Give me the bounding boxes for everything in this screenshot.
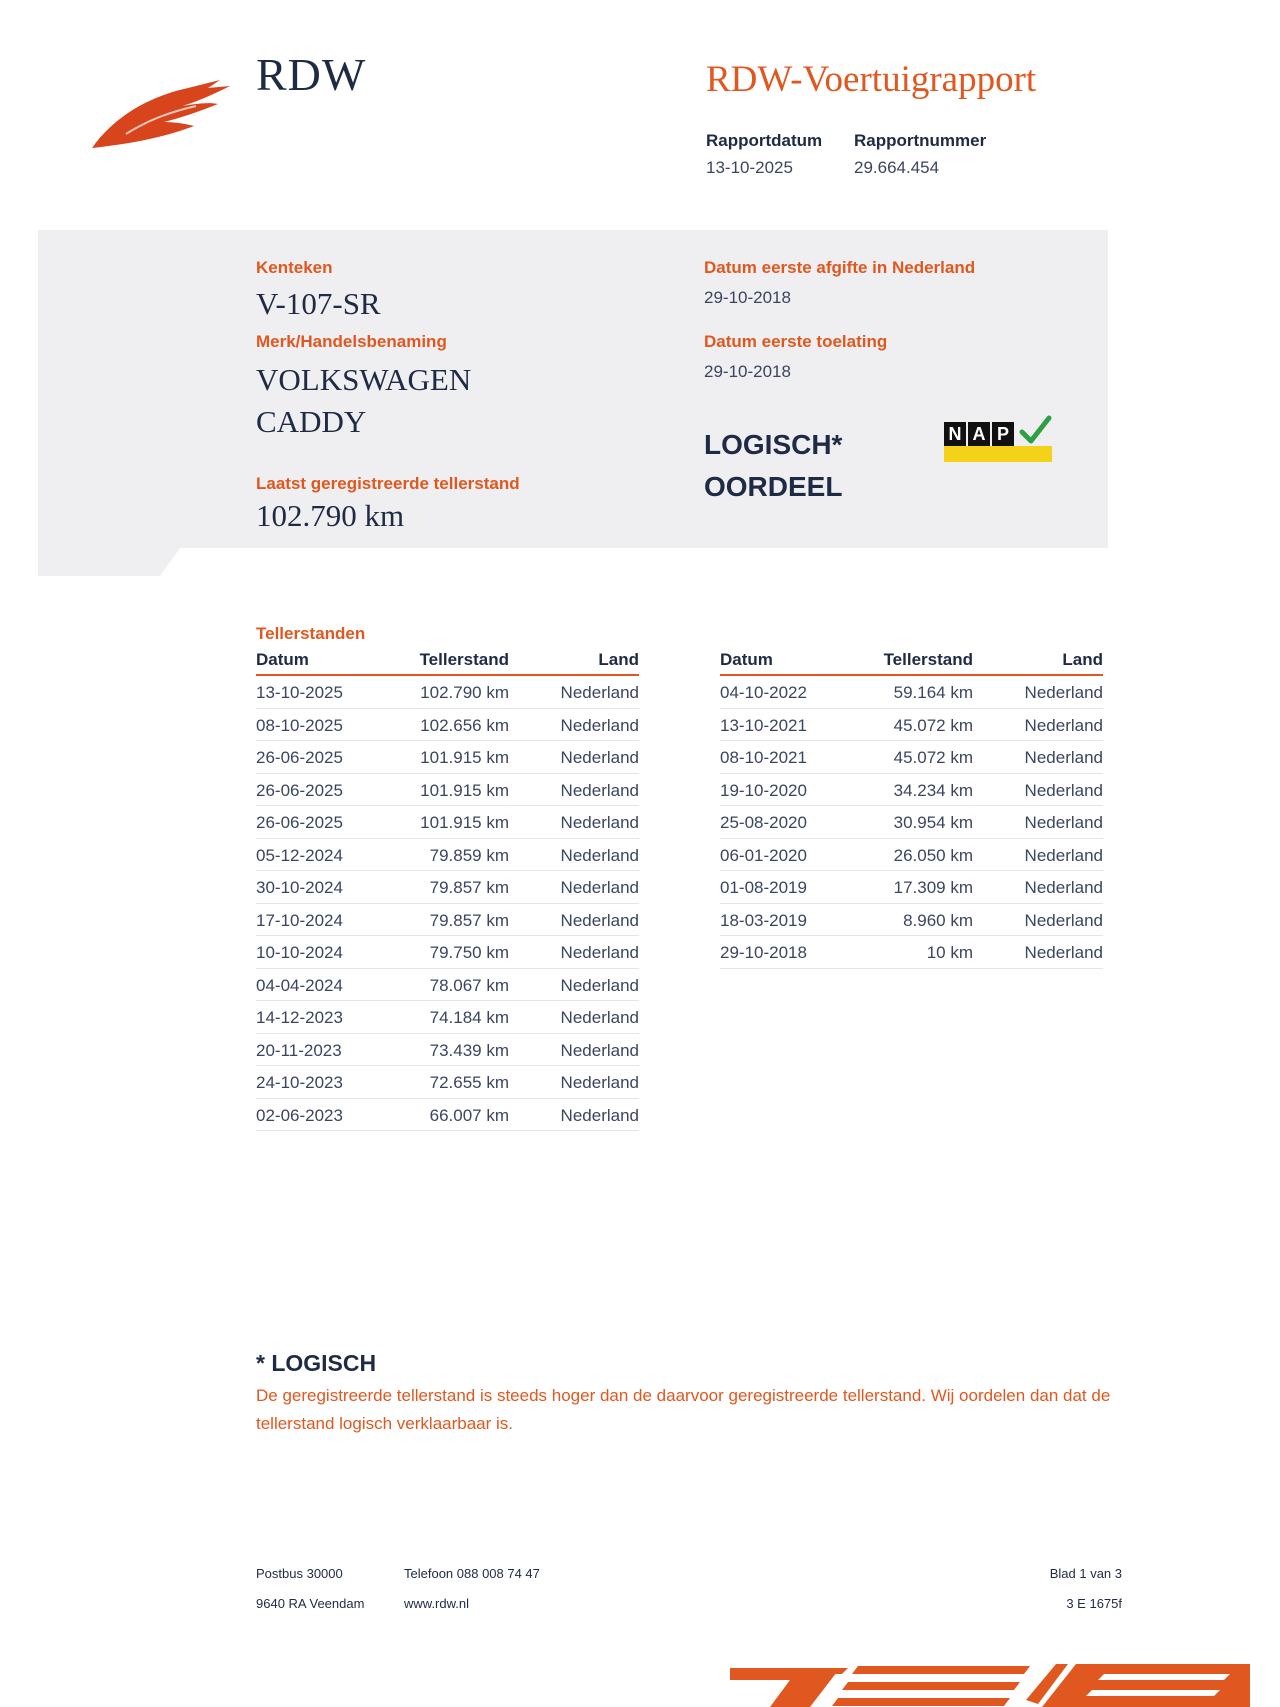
row-country: Nederland (560, 1040, 639, 1060)
row-reading: 78.067 km (429, 975, 509, 995)
row-reading: 26.050 km (893, 845, 973, 865)
nap-letter-p: P (992, 422, 1014, 446)
header-date: Datum (256, 650, 309, 669)
make-value-line2: CADDY (256, 404, 367, 439)
row-country: Nederland (560, 748, 639, 767)
row-date: 13-10-2025 (256, 683, 343, 702)
row-date: 08-10-2021 (720, 748, 807, 767)
row-reading: 102.790 km (420, 683, 509, 702)
row-reading: 17.309 km (893, 878, 973, 897)
odometer-table-left (256, 644, 639, 1131)
table-row (720, 871, 1103, 904)
row-country: Nederland (560, 1008, 639, 1027)
table-row (256, 1034, 639, 1067)
verdict-line2: OORDEEL (704, 471, 843, 502)
row-country: Nederland (1024, 910, 1103, 930)
header-date: Datum (720, 650, 773, 669)
report-date-value: 13-10-2025 (706, 158, 793, 177)
row-reading: 102.656 km (420, 715, 509, 735)
row-date: 30-10-2024 (256, 878, 343, 897)
license-label: Kenteken (256, 258, 333, 277)
row-country: Nederland (560, 813, 639, 832)
table-body (720, 676, 1103, 969)
row-reading: 34.234 km (893, 780, 973, 800)
row-date: 14-12-2023 (256, 1008, 343, 1027)
row-date: 17-10-2024 (256, 910, 343, 930)
nap-letter-n: N (944, 422, 966, 446)
row-country: Nederland (1024, 683, 1103, 702)
row-reading: 10 km (926, 943, 973, 962)
row-country: Nederland (560, 975, 639, 995)
row-reading: 101.915 km (420, 813, 509, 832)
first-nl-label: Datum eerste afgifte in Nederland (704, 258, 976, 277)
row-country: Nederland (560, 715, 639, 735)
row-date: 04-04-2024 (256, 975, 343, 995)
row-reading: 79.750 km (429, 943, 509, 962)
table-row (720, 936, 1103, 969)
row-date: 26-06-2025 (256, 813, 343, 832)
verdict (704, 424, 842, 508)
make-label: Merk/Handelsbenaming (256, 332, 447, 351)
decorative-stripes-icon (730, 1660, 1250, 1707)
footer-web: www.rdw.nl (404, 1596, 470, 1611)
row-date: 26-06-2025 (256, 748, 343, 767)
footnote-text: De geregistreerde tellerstand is steeds hoger dan de daarvoor geregistreerde tellerstand. Wij oordelen dan dat de tellerstand logisch verklaarbaar is. (256, 1386, 1111, 1433)
checkmark-icon (1018, 414, 1052, 446)
nap-badge (944, 422, 1052, 464)
table-row (256, 871, 639, 904)
row-country: Nederland (1024, 813, 1103, 832)
row-reading: 79.859 km (429, 845, 509, 865)
table-row (720, 839, 1103, 872)
report-title: RDW-Voertuigrapport (706, 59, 1037, 100)
row-date: 02-06-2023 (256, 1105, 343, 1125)
row-date: 20-11-2023 (256, 1040, 342, 1060)
table-row (256, 741, 639, 774)
table-row (720, 774, 1103, 807)
summary-panel (38, 230, 1108, 576)
row-country: Nederland (560, 845, 639, 865)
row-reading: 8.960 km (903, 910, 973, 930)
rdw-logo-icon (92, 76, 240, 156)
nap-yellow-bar (944, 446, 1052, 462)
row-country: Nederland (560, 910, 639, 930)
report-date-label: Rapportdatum (706, 131, 823, 150)
first-admission-label: Datum eerste toelating (704, 332, 888, 351)
row-reading: 79.857 km (429, 878, 509, 897)
license-value: V-107-SR (256, 286, 381, 321)
footer-page: Blad 1 van 3 (1049, 1566, 1122, 1581)
row-reading: 79.857 km (429, 910, 509, 930)
table-row (256, 1066, 639, 1099)
odometer-section-title: Tellerstanden (256, 624, 366, 643)
table-row (720, 676, 1103, 709)
row-reading: 66.007 km (429, 1105, 509, 1125)
table-row (720, 904, 1103, 937)
odometer-last-value: 102.790 km (256, 498, 405, 533)
row-date: 05-12-2024 (256, 845, 343, 865)
row-country: Nederland (560, 1105, 639, 1125)
footer-code: 3 E 1675f (1066, 1596, 1122, 1611)
first-admission-value: 29-10-2018 (704, 362, 791, 381)
row-country: Nederland (1024, 780, 1103, 800)
header-reading: Tellerstand (883, 650, 973, 669)
brand-name: RDW (256, 49, 367, 100)
row-reading: 45.072 km (893, 715, 973, 735)
row-reading: 73.439 km (429, 1040, 509, 1060)
row-country: Nederland (1024, 748, 1103, 767)
row-country: Nederland (1024, 715, 1103, 735)
row-country: Nederland (560, 943, 639, 962)
row-date: 10-10-2024 (256, 943, 343, 962)
row-reading: 59.164 km (893, 683, 973, 702)
table-row (256, 839, 639, 872)
row-reading: 74.184 km (429, 1008, 509, 1027)
row-date: 08-10-2025 (256, 715, 343, 735)
first-nl-value: 29-10-2018 (704, 288, 791, 307)
row-reading: 72.655 km (429, 1073, 509, 1092)
row-country: Nederland (1024, 943, 1103, 962)
row-country: Nederland (1024, 878, 1103, 897)
footer-address: 9640 RA Veendam (256, 1596, 365, 1611)
table-row (256, 969, 639, 1002)
row-country: Nederland (560, 1073, 639, 1092)
table-row (256, 806, 639, 839)
row-reading: 101.915 km (420, 748, 509, 767)
table-row (720, 806, 1103, 839)
row-date: 26-06-2025 (256, 780, 343, 800)
report-number-value: 29.664.454 (854, 158, 940, 177)
odometer-last-label: Laatst geregistreerde tellerstand (256, 474, 520, 493)
row-country: Nederland (1024, 845, 1103, 865)
table-row (256, 709, 639, 742)
odometer-table-right (720, 644, 1103, 969)
row-date: 29-10-2018 (720, 943, 807, 962)
verdict-line1: LOGISCH* (704, 429, 843, 460)
footer-postbus: Postbus 30000 (256, 1566, 343, 1581)
make-value-line1: VOLKSWAGEN (256, 362, 472, 397)
row-country: Nederland (560, 780, 639, 800)
header-country: Land (1062, 650, 1103, 669)
row-country: Nederland (560, 683, 639, 702)
row-reading: 101.915 km (420, 780, 509, 800)
header-reading: Tellerstand (419, 650, 509, 669)
table-row (720, 709, 1103, 742)
row-date: 13-10-2021 (720, 715, 807, 735)
row-date: 06-01-2020 (720, 845, 807, 865)
table-row (720, 741, 1103, 774)
row-reading: 30.954 km (893, 813, 973, 832)
table-header (256, 644, 639, 676)
row-date: 01-08-2019 (720, 878, 807, 897)
report-number-label: Rapportnummer (854, 131, 987, 150)
table-header (720, 644, 1103, 676)
table-row (256, 1099, 639, 1132)
nap-letter-a: A (968, 422, 990, 446)
table-row (256, 1001, 639, 1034)
row-date: 24-10-2023 (256, 1073, 343, 1092)
row-date: 25-08-2020 (720, 813, 807, 832)
row-country: Nederland (560, 878, 639, 897)
row-date: 04-10-2022 (720, 683, 807, 702)
row-date: 18-03-2019 (720, 910, 807, 930)
row-reading: 45.072 km (893, 748, 973, 767)
footnote-title: * LOGISCH (256, 1350, 377, 1376)
row-date: 19-10-2020 (720, 780, 807, 800)
table-body (256, 676, 639, 1131)
table-row (256, 774, 639, 807)
table-row (256, 676, 639, 709)
footer-phone: Telefoon 088 008 74 47 (404, 1566, 540, 1581)
header-country: Land (598, 650, 639, 669)
table-row (256, 904, 639, 937)
table-row (256, 936, 639, 969)
